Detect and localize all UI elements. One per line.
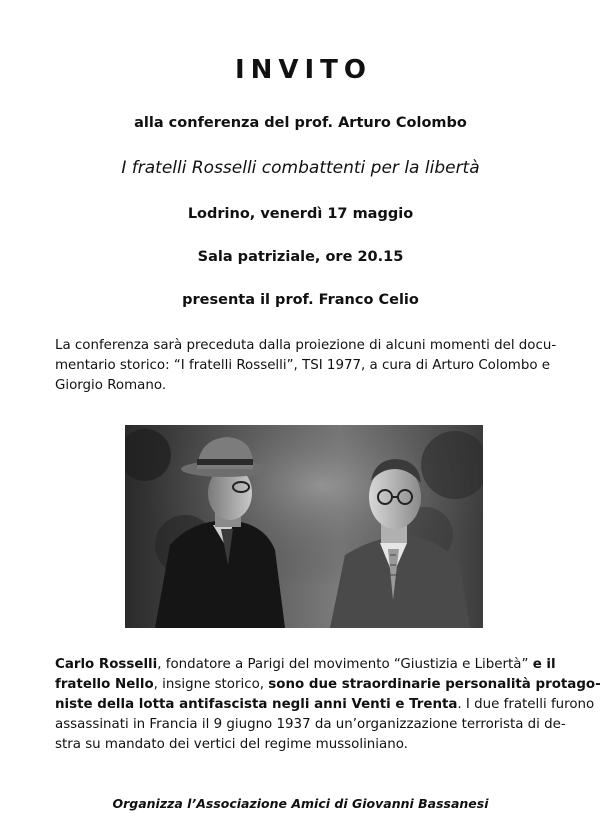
presenter-line: presenta il prof. Franco Celio [182,292,419,308]
bio-bold-text: niste della lotta antifascista negli anni Venti e Trenta [55,697,458,712]
bio-text: , fondatore a Parigi del movimento “Giustizia e Libertà” [157,657,533,672]
bio-line: stra su mandato dei vertici del regime mussoliniano. [55,737,408,752]
bio-text: , insigne storico, [153,677,269,692]
date-line: Lodrino, venerdì 17 maggio [187,206,414,222]
bio-bold-text: sono due straordinarie personalità protago- [268,677,601,692]
conference-title: I fratelli Rosselli combattenti per la libertà [121,158,480,178]
intro-line: La conferenza sarà preceduta dalla proiezione di alcuni momenti del docu- [55,338,557,353]
organizer-footer: Organizza l’Associazione Amici di Giovanni Bassanesi [112,796,489,811]
bio-line [55,695,595,715]
page-title: INVITO [234,55,373,85]
intro-paragraph [55,336,557,396]
bio-bold-text: fratello Nello [55,677,154,692]
bio-bold-text: Carlo Rosselli [55,657,158,672]
biography-paragraph [55,655,601,755]
bio-text: . I due fratelli furono [457,697,595,712]
intro-line: mentario storico: “I fratelli Rosselli”, TSI 1977, a cura di Arturo Colombo e [55,358,551,373]
venue-line: Sala patriziale, ore 20.15 [197,249,404,265]
intro-line: Giorgio Romano. [55,378,167,393]
bio-bold-text: e il [532,657,556,672]
bio-line: assassinati in Francia il 9 giugno 1937 da un’organizzazione terrorista di de- [55,717,566,732]
conference-line: alla conferenza del prof. Arturo Colombo [134,115,467,131]
rosselli-brothers-photo [125,425,483,628]
bio-line [55,675,601,695]
bio-line [55,655,556,675]
